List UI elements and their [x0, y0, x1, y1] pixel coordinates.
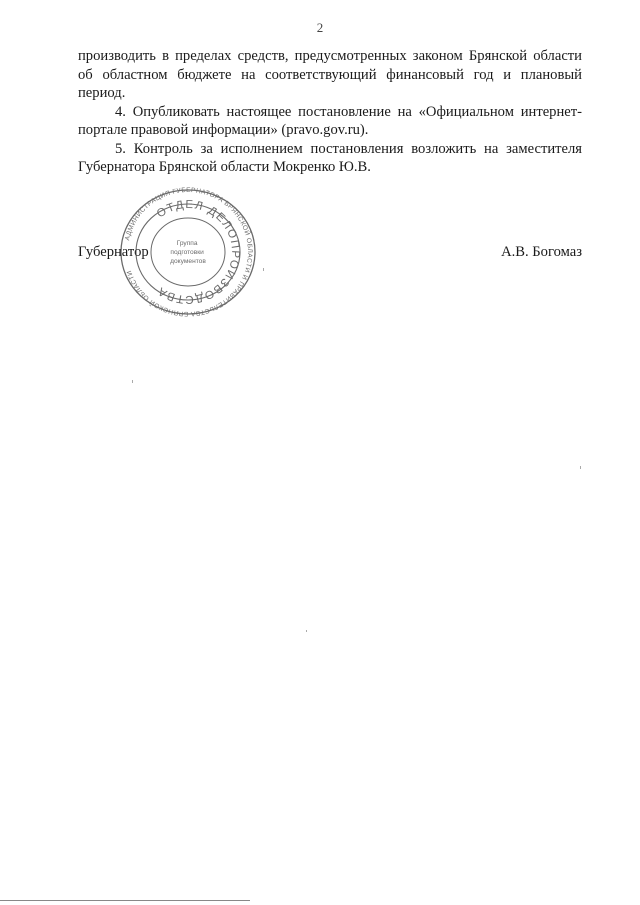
svg-text:АДМИНИСТРАЦИЯ ГУБЕРНАТОРА БРЯН: АДМИНИСТРАЦИЯ ГУБЕРНАТОРА БРЯНСКОЙ ОБЛАСТИ И ПРАВИТЕЛЬСТВА БРЯНСКОЙ ОБЛАСТИ: [124, 187, 254, 317]
scan-speck: [580, 466, 581, 469]
scan-speck: [306, 630, 307, 632]
signatory-name: А.В. Богомаз: [501, 244, 582, 260]
paragraph-publish: 4. Опубликовать настоящее постановление на «Официальном интернет-портале правовой информации» (pravo.gov.ru).: [78, 103, 582, 138]
scan-speck: [132, 380, 133, 383]
paragraph-continuation: производить в пределах средств, предусмотренных законом Брянской области об областном бюджете на соответствующий финансовый год и плановый период.: [78, 48, 582, 101]
footer-rule: [0, 900, 250, 901]
page-number: 2: [316, 20, 324, 35]
document-body: [78, 47, 582, 177]
stamp-seal-graphic: [118, 187, 258, 317]
svg-text:Группа подготовки: Группа подготовки документов: [170, 240, 206, 265]
signatory-title: Губернатор: [78, 244, 149, 260]
scan-speck: [263, 268, 264, 271]
official-stamp: [118, 187, 258, 317]
paragraph-control: 5. Контроль за исполнением постановления возложить на заместителя Губернатора Брянской области Мокренко Ю.В.: [78, 140, 582, 175]
svg-text:ОТДЕЛ ДЕЛОПРОИЗВОДСТВА: ОТДЕЛ ДЕЛОПРОИЗВОДСТВА: [154, 198, 242, 306]
